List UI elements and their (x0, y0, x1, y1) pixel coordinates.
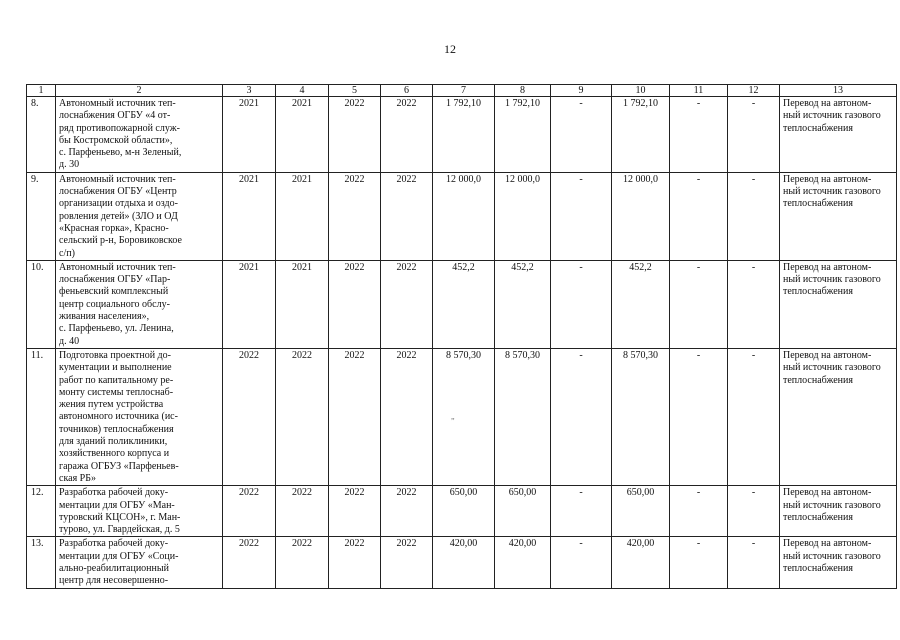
col-3-year: 2022 (223, 486, 276, 537)
col-3-year: 2022 (223, 348, 276, 485)
col-3-year: 2021 (223, 97, 276, 173)
header-cell-13: 13 (780, 85, 897, 97)
col-8-amount: 8 570,30 (495, 348, 551, 485)
row-name: Автономный источник теп- лоснабжения ОГБУ «4 от- ряд противопожарной служ- бы Костромской области», с. Парфеньево, м-н Зеленый, д. 30 (56, 97, 223, 173)
header-cell-12: 12 (728, 85, 780, 97)
row-name: Разработка рабочей доку- ментации для ОГБУ «Соци- ально-реабилитационный центр для несовершенно- (56, 537, 223, 588)
col-5-year: 2022 (329, 486, 381, 537)
col-6-year: 2022 (381, 537, 433, 588)
projects-table (26, 84, 897, 589)
row-name: Автономный источник теп- лоснабжения ОГБУ «Пар- феньевский комплексный центр социального обслу- живания населения», с. Парфеньево, ул. Ленина, д. 40 (56, 260, 223, 348)
col-5-year: 2022 (329, 97, 381, 173)
row-note: Перевод на автоном- ный источник газового теплоснабжения (780, 486, 897, 537)
col-6-year: 2022 (381, 260, 433, 348)
col-8-amount: 420,00 (495, 537, 551, 588)
col-6-year: 2022 (381, 172, 433, 260)
row-number: 13. (27, 537, 56, 588)
col-12-amount: - (728, 172, 780, 260)
col-11-amount: - (670, 486, 728, 537)
row-number: 10. (27, 260, 56, 348)
row-name: Автономный источник теп- лоснабжения ОГБУ «Центр организации отдыха и оздо- ровления детей» (ЗЛО и ОД «Красная горка», Красно- сельский р-н, Боровиковское с/п) (56, 172, 223, 260)
col-7-amount: 420,00 (433, 537, 495, 588)
header-cell-11: 11 (670, 85, 728, 97)
header-cell-1: 1 (27, 85, 56, 97)
col-12-amount: - (728, 537, 780, 588)
row-note: Перевод на автоном- ный источник газового теплоснабжения (780, 97, 897, 173)
col-12-amount: - (728, 260, 780, 348)
col-11-amount: - (670, 537, 728, 588)
col-10-amount: 8 570,30 (612, 348, 670, 485)
col-3-year: 2021 (223, 172, 276, 260)
col-9-amount: - (551, 172, 612, 260)
col-5-year: 2022 (329, 537, 381, 588)
col-7-amount: 12 000,0 (433, 172, 495, 260)
col-8-amount: 452,2 (495, 260, 551, 348)
header-cell-10: 10 (612, 85, 670, 97)
col-5-year: 2022 (329, 172, 381, 260)
col-8-amount: 1 792,10 (495, 97, 551, 173)
row-number: 9. (27, 172, 56, 260)
page-number: 12 (444, 42, 456, 56)
col-11-amount: - (670, 172, 728, 260)
col-12-amount: - (728, 348, 780, 485)
stray-mark: „ (451, 412, 455, 421)
col-6-year: 2022 (381, 97, 433, 173)
row-number: 8. (27, 97, 56, 173)
col-9-amount: - (551, 260, 612, 348)
row-name: Подготовка проектной до- кументации и выполнение работ по капитальному ре- монту системы теплоснаб- жения путем устройства автономного источника (ис- точников) теплоснабжения для зданий поликлиники, хозяйственного корпуса и гаража ОГБУЗ «Парфеньев- ская РБ» (56, 348, 223, 485)
row-name: Разработка рабочей доку- ментации для ОГБУ «Ман- туровский КЦСОН», г. Ман- турово, ул. Гвардейская, д. 5 (56, 486, 223, 537)
table-row (27, 260, 897, 348)
col-3-year: 2022 (223, 537, 276, 588)
col-4-year: 2021 (276, 97, 329, 173)
col-9-amount: - (551, 348, 612, 485)
header-cell-8: 8 (495, 85, 551, 97)
col-4-year: 2022 (276, 348, 329, 485)
col-10-amount: 650,00 (612, 486, 670, 537)
col-7-amount: 8 570,30 (433, 348, 495, 485)
col-7-amount: 1 792,10 (433, 97, 495, 173)
header-cell-5: 5 (329, 85, 381, 97)
col-6-year: 2022 (381, 486, 433, 537)
col-10-amount: 12 000,0 (612, 172, 670, 260)
col-5-year: 2022 (329, 348, 381, 485)
col-12-amount: - (728, 97, 780, 173)
table-row (27, 172, 897, 260)
header-cell-6: 6 (381, 85, 433, 97)
col-7-amount: 650,00 (433, 486, 495, 537)
col-4-year: 2021 (276, 260, 329, 348)
col-9-amount: - (551, 486, 612, 537)
table-row (27, 486, 897, 537)
col-8-amount: 650,00 (495, 486, 551, 537)
row-number: 12. (27, 486, 56, 537)
header-cell-2: 2 (56, 85, 223, 97)
row-number: 11. (27, 348, 56, 485)
col-6-year: 2022 (381, 348, 433, 485)
row-note: Перевод на автоном- ный источник газового теплоснабжения (780, 260, 897, 348)
header-cell-4: 4 (276, 85, 329, 97)
col-11-amount: - (670, 260, 728, 348)
col-12-amount: - (728, 486, 780, 537)
table-row (27, 537, 897, 588)
table-row (27, 97, 897, 173)
col-11-amount: - (670, 97, 728, 173)
row-note: Перевод на автоном- ный источник газового теплоснабжения (780, 348, 897, 485)
row-note: Перевод на автоном- ный источник газового теплоснабжения (780, 537, 897, 588)
col-9-amount: - (551, 537, 612, 588)
col-8-amount: 12 000,0 (495, 172, 551, 260)
header-row (27, 85, 897, 97)
col-10-amount: 452,2 (612, 260, 670, 348)
col-4-year: 2022 (276, 537, 329, 588)
header-cell-9: 9 (551, 85, 612, 97)
header-cell-3: 3 (223, 85, 276, 97)
col-9-amount: - (551, 97, 612, 173)
col-10-amount: 1 792,10 (612, 97, 670, 173)
table-row (27, 348, 897, 485)
col-3-year: 2021 (223, 260, 276, 348)
col-5-year: 2022 (329, 260, 381, 348)
col-10-amount: 420,00 (612, 537, 670, 588)
col-7-amount: 452,2 (433, 260, 495, 348)
col-4-year: 2022 (276, 486, 329, 537)
col-4-year: 2021 (276, 172, 329, 260)
header-cell-7: 7 (433, 85, 495, 97)
row-note: Перевод на автоном- ный источник газового теплоснабжения (780, 172, 897, 260)
col-11-amount: - (670, 348, 728, 485)
